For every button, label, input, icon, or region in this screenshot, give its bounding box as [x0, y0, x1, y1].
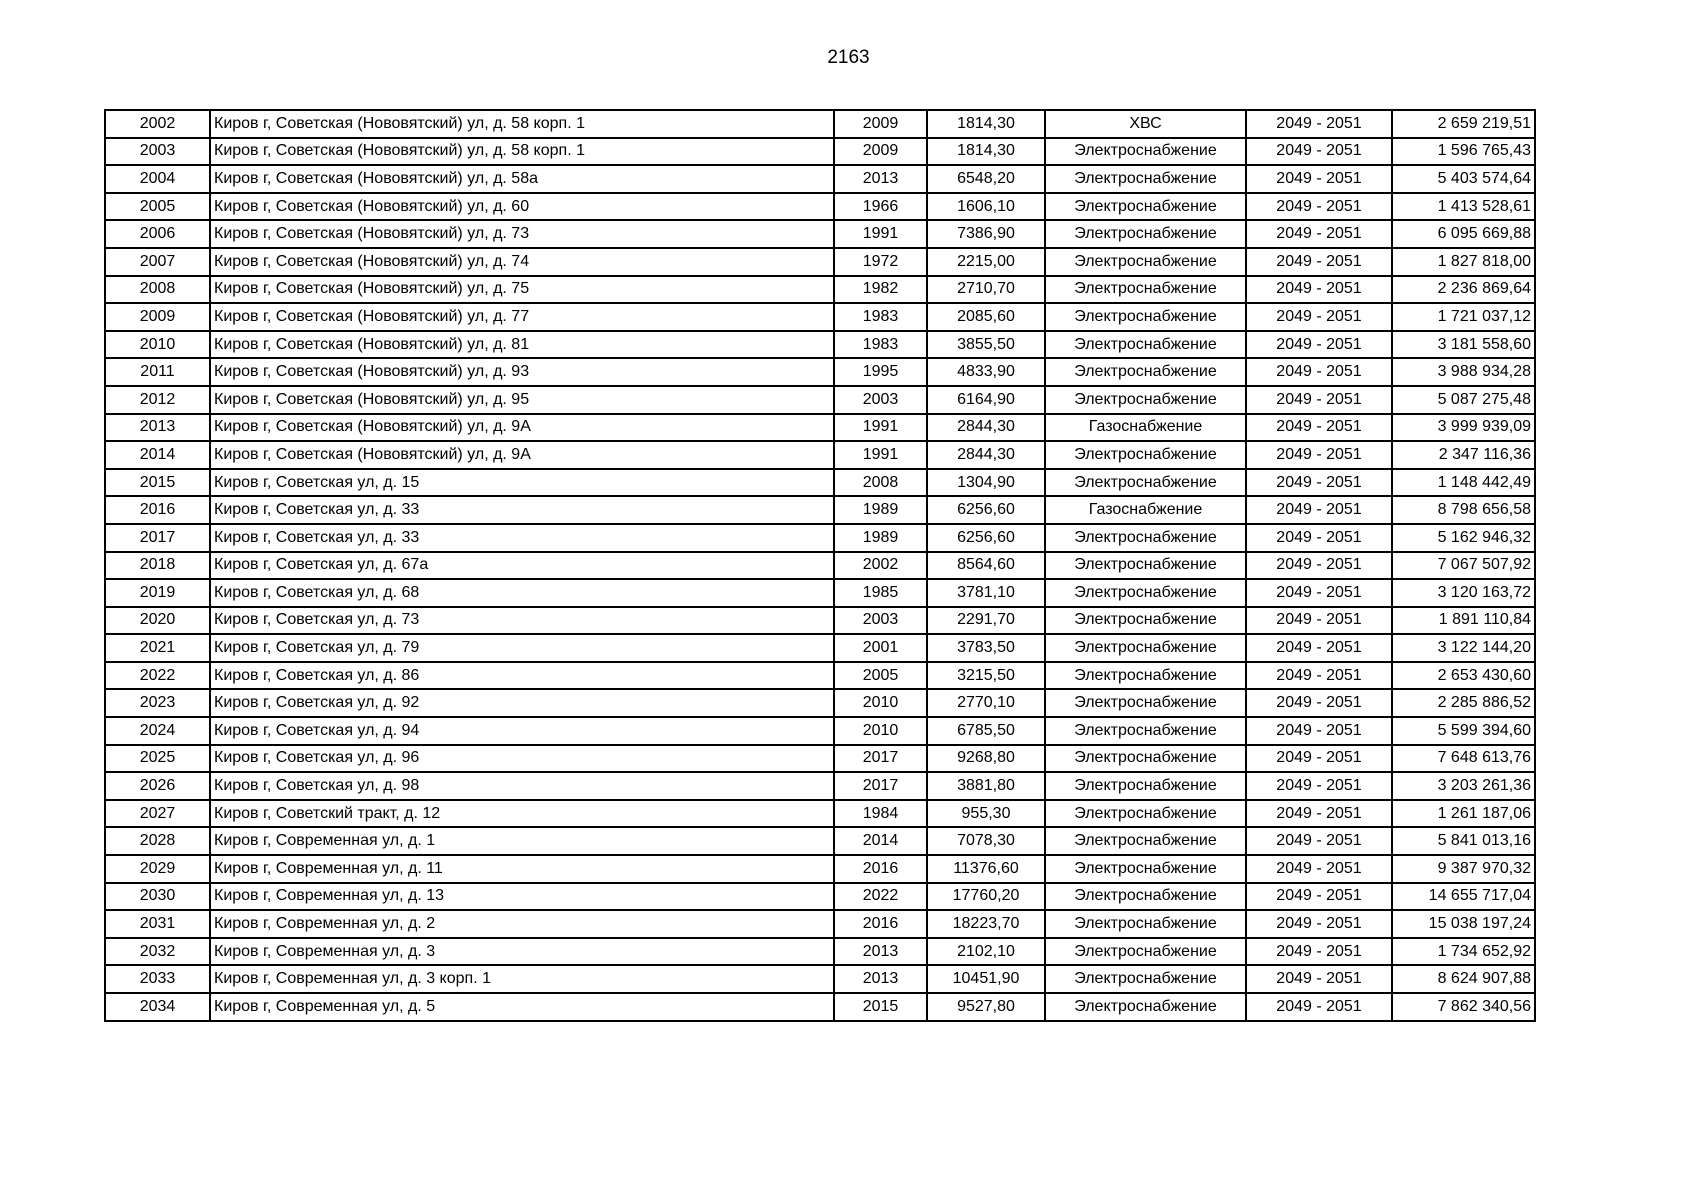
- service-cell: Электроснабжение: [1045, 386, 1246, 414]
- service-cell: Электроснабжение: [1045, 358, 1246, 386]
- address-cell: Киров г, Советская ул, д. 73: [210, 607, 834, 635]
- row-number: 2007: [105, 248, 210, 276]
- address-cell: Киров г, Советская (Нововятский) ул, д. 74: [210, 248, 834, 276]
- service-cell: Электроснабжение: [1045, 220, 1246, 248]
- service-cell: Электроснабжение: [1045, 524, 1246, 552]
- service-cell: Электроснабжение: [1045, 883, 1246, 911]
- service-cell: Электроснабжение: [1045, 662, 1246, 690]
- year-cell: 2015: [834, 993, 927, 1021]
- period-cell: 2049 - 2051: [1246, 248, 1392, 276]
- cost-cell: 3 988 934,28: [1392, 358, 1535, 386]
- address-cell: Киров г, Советская ул, д. 92: [210, 689, 834, 717]
- cost-cell: 1 148 442,49: [1392, 469, 1535, 497]
- service-cell: Электроснабжение: [1045, 827, 1246, 855]
- service-cell: Электроснабжение: [1045, 993, 1246, 1021]
- address-cell: Киров г, Современная ул, д. 11: [210, 855, 834, 883]
- service-cell: Газоснабжение: [1045, 414, 1246, 442]
- table-row: [105, 717, 1535, 745]
- row-number: 2026: [105, 772, 210, 800]
- cost-cell: 5 841 013,16: [1392, 827, 1535, 855]
- area-cell: 2291,70: [927, 607, 1045, 635]
- row-number: 2018: [105, 552, 210, 580]
- area-cell: 1814,30: [927, 110, 1045, 138]
- area-cell: 11376,60: [927, 855, 1045, 883]
- year-cell: 2016: [834, 855, 927, 883]
- page-number: 2163: [827, 47, 870, 68]
- cost-cell: 2 285 886,52: [1392, 689, 1535, 717]
- row-number: 2019: [105, 579, 210, 607]
- cost-cell: 3 122 144,20: [1392, 634, 1535, 662]
- row-number: 2009: [105, 303, 210, 331]
- area-cell: 2710,70: [927, 276, 1045, 304]
- cost-cell: 8 798 656,58: [1392, 496, 1535, 524]
- year-cell: 2010: [834, 717, 927, 745]
- area-cell: 4833,90: [927, 358, 1045, 386]
- cost-cell: 2 236 869,64: [1392, 276, 1535, 304]
- area-cell: 1304,90: [927, 469, 1045, 497]
- year-cell: 2016: [834, 910, 927, 938]
- table-row: [105, 552, 1535, 580]
- row-number: 2029: [105, 855, 210, 883]
- area-cell: 955,30: [927, 800, 1045, 828]
- table-row: [105, 883, 1535, 911]
- table-row: [105, 910, 1535, 938]
- row-number: 2010: [105, 331, 210, 359]
- year-cell: 2022: [834, 883, 927, 911]
- service-cell: Электроснабжение: [1045, 855, 1246, 883]
- cost-cell: 7 067 507,92: [1392, 552, 1535, 580]
- registry-body: [105, 110, 1535, 1021]
- service-cell: Электроснабжение: [1045, 772, 1246, 800]
- address-cell: Киров г, Современная ул, д. 2: [210, 910, 834, 938]
- address-cell: Киров г, Советская (Нововятский) ул, д. 58а: [210, 165, 834, 193]
- area-cell: 3783,50: [927, 634, 1045, 662]
- table-row: [105, 662, 1535, 690]
- period-cell: 2049 - 2051: [1246, 414, 1392, 442]
- year-cell: 1991: [834, 441, 927, 469]
- address-cell: Киров г, Советская (Нововятский) ул, д. 81: [210, 331, 834, 359]
- address-cell: Киров г, Современная ул, д. 13: [210, 883, 834, 911]
- row-number: 2030: [105, 883, 210, 911]
- period-cell: 2049 - 2051: [1246, 800, 1392, 828]
- table-row: [105, 138, 1535, 166]
- row-number: 2008: [105, 276, 210, 304]
- cost-cell: 14 655 717,04: [1392, 883, 1535, 911]
- address-cell: Киров г, Советская (Нововятский) ул, д. 95: [210, 386, 834, 414]
- table-row: [105, 469, 1535, 497]
- period-cell: 2049 - 2051: [1246, 689, 1392, 717]
- row-number: 2032: [105, 938, 210, 966]
- cost-cell: 6 095 669,88: [1392, 220, 1535, 248]
- cost-cell: 5 162 946,32: [1392, 524, 1535, 552]
- period-cell: 2049 - 2051: [1246, 579, 1392, 607]
- address-cell: Киров г, Советская ул, д. 79: [210, 634, 834, 662]
- period-cell: 2049 - 2051: [1246, 138, 1392, 166]
- cost-cell: 2 347 116,36: [1392, 441, 1535, 469]
- area-cell: 6256,60: [927, 496, 1045, 524]
- cost-cell: 8 624 907,88: [1392, 965, 1535, 993]
- period-cell: 2049 - 2051: [1246, 303, 1392, 331]
- year-cell: 2009: [834, 138, 927, 166]
- period-cell: 2049 - 2051: [1246, 634, 1392, 662]
- period-cell: 2049 - 2051: [1246, 386, 1392, 414]
- period-cell: 2049 - 2051: [1246, 965, 1392, 993]
- row-number: 2005: [105, 193, 210, 221]
- table-row: [105, 607, 1535, 635]
- address-cell: Киров г, Советская (Нововятский) ул, д. 58 корп. 1: [210, 110, 834, 138]
- year-cell: 1966: [834, 193, 927, 221]
- table-row: [105, 524, 1535, 552]
- table-row: [105, 855, 1535, 883]
- row-number: 2027: [105, 800, 210, 828]
- year-cell: 1982: [834, 276, 927, 304]
- service-cell: Электроснабжение: [1045, 579, 1246, 607]
- area-cell: 1814,30: [927, 138, 1045, 166]
- year-cell: 2013: [834, 965, 927, 993]
- year-cell: 2014: [834, 827, 927, 855]
- row-number: 2025: [105, 745, 210, 773]
- year-cell: 1995: [834, 358, 927, 386]
- period-cell: 2049 - 2051: [1246, 193, 1392, 221]
- address-cell: Киров г, Советская ул, д. 67а: [210, 552, 834, 580]
- cost-cell: 3 203 261,36: [1392, 772, 1535, 800]
- period-cell: 2049 - 2051: [1246, 165, 1392, 193]
- table-row: [105, 579, 1535, 607]
- period-cell: 2049 - 2051: [1246, 220, 1392, 248]
- table-row: [105, 441, 1535, 469]
- service-cell: Электроснабжение: [1045, 276, 1246, 304]
- address-cell: Киров г, Советская ул, д. 68: [210, 579, 834, 607]
- table-row: [105, 414, 1535, 442]
- period-cell: 2049 - 2051: [1246, 552, 1392, 580]
- address-cell: Киров г, Советская (Нововятский) ул, д. 9А: [210, 441, 834, 469]
- area-cell: 2215,00: [927, 248, 1045, 276]
- service-cell: Газоснабжение: [1045, 496, 1246, 524]
- service-cell: Электроснабжение: [1045, 469, 1246, 497]
- service-cell: Электроснабжение: [1045, 717, 1246, 745]
- year-cell: 2001: [834, 634, 927, 662]
- address-cell: Киров г, Советская (Нововятский) ул, д. 60: [210, 193, 834, 221]
- area-cell: 7078,30: [927, 827, 1045, 855]
- row-number: 2024: [105, 717, 210, 745]
- area-cell: 9268,80: [927, 745, 1045, 773]
- area-cell: 2844,30: [927, 441, 1045, 469]
- address-cell: Киров г, Советская (Нововятский) ул, д. 73: [210, 220, 834, 248]
- table-row: [105, 634, 1535, 662]
- area-cell: 9527,80: [927, 993, 1045, 1021]
- address-cell: Киров г, Современная ул, д. 5: [210, 993, 834, 1021]
- service-cell: Электроснабжение: [1045, 331, 1246, 359]
- row-number: 2011: [105, 358, 210, 386]
- address-cell: Киров г, Советская (Нововятский) ул, д. 9А: [210, 414, 834, 442]
- period-cell: 2049 - 2051: [1246, 469, 1392, 497]
- period-cell: 2049 - 2051: [1246, 110, 1392, 138]
- address-cell: Киров г, Советская (Нововятский) ул, д. 93: [210, 358, 834, 386]
- period-cell: 2049 - 2051: [1246, 883, 1392, 911]
- area-cell: 6164,90: [927, 386, 1045, 414]
- table-row: [105, 938, 1535, 966]
- service-cell: Электроснабжение: [1045, 745, 1246, 773]
- registry-table: [104, 109, 1536, 1022]
- service-cell: Электроснабжение: [1045, 689, 1246, 717]
- cost-cell: 3 999 939,09: [1392, 414, 1535, 442]
- row-number: 2013: [105, 414, 210, 442]
- cost-cell: 1 413 528,61: [1392, 193, 1535, 221]
- row-number: 2004: [105, 165, 210, 193]
- address-cell: Киров г, Советская ул, д. 33: [210, 496, 834, 524]
- period-cell: 2049 - 2051: [1246, 938, 1392, 966]
- address-cell: Киров г, Советская (Нововятский) ул, д. 75: [210, 276, 834, 304]
- address-cell: Киров г, Советская ул, д. 86: [210, 662, 834, 690]
- period-cell: 2049 - 2051: [1246, 855, 1392, 883]
- row-number: 2017: [105, 524, 210, 552]
- year-cell: 2013: [834, 938, 927, 966]
- area-cell: 7386,90: [927, 220, 1045, 248]
- year-cell: 1983: [834, 303, 927, 331]
- period-cell: 2049 - 2051: [1246, 717, 1392, 745]
- period-cell: 2049 - 2051: [1246, 745, 1392, 773]
- table-row: [105, 496, 1535, 524]
- row-number: 2033: [105, 965, 210, 993]
- year-cell: 1972: [834, 248, 927, 276]
- area-cell: 2102,10: [927, 938, 1045, 966]
- period-cell: 2049 - 2051: [1246, 331, 1392, 359]
- row-number: 2003: [105, 138, 210, 166]
- row-number: 2002: [105, 110, 210, 138]
- year-cell: 2010: [834, 689, 927, 717]
- table-row: [105, 358, 1535, 386]
- service-cell: Электроснабжение: [1045, 193, 1246, 221]
- year-cell: 2017: [834, 772, 927, 800]
- table-row: [105, 193, 1535, 221]
- table-row: [105, 689, 1535, 717]
- year-cell: 1989: [834, 524, 927, 552]
- period-cell: 2049 - 2051: [1246, 358, 1392, 386]
- address-cell: Киров г, Советская ул, д. 33: [210, 524, 834, 552]
- year-cell: 2009: [834, 110, 927, 138]
- period-cell: 2049 - 2051: [1246, 496, 1392, 524]
- period-cell: 2049 - 2051: [1246, 772, 1392, 800]
- row-number: 2020: [105, 607, 210, 635]
- row-number: 2014: [105, 441, 210, 469]
- address-cell: Киров г, Современная ул, д. 3: [210, 938, 834, 966]
- cost-cell: 5 087 275,48: [1392, 386, 1535, 414]
- service-cell: ХВС: [1045, 110, 1246, 138]
- cost-cell: 7 648 613,76: [1392, 745, 1535, 773]
- row-number: 2021: [105, 634, 210, 662]
- service-cell: Электроснабжение: [1045, 552, 1246, 580]
- period-cell: 2049 - 2051: [1246, 662, 1392, 690]
- address-cell: Киров г, Советская ул, д. 15: [210, 469, 834, 497]
- table-row: [105, 165, 1535, 193]
- service-cell: Электроснабжение: [1045, 138, 1246, 166]
- service-cell: Электроснабжение: [1045, 965, 1246, 993]
- cost-cell: 5 403 574,64: [1392, 165, 1535, 193]
- cost-cell: 3 120 163,72: [1392, 579, 1535, 607]
- cost-cell: 5 599 394,60: [1392, 717, 1535, 745]
- row-number: 2012: [105, 386, 210, 414]
- cost-cell: 1 891 110,84: [1392, 607, 1535, 635]
- year-cell: 1983: [834, 331, 927, 359]
- year-cell: 2005: [834, 662, 927, 690]
- table-row: [105, 993, 1535, 1021]
- table-row: [105, 248, 1535, 276]
- area-cell: 2844,30: [927, 414, 1045, 442]
- year-cell: 2002: [834, 552, 927, 580]
- year-cell: 1991: [834, 414, 927, 442]
- table-row: [105, 965, 1535, 993]
- service-cell: Электроснабжение: [1045, 303, 1246, 331]
- year-cell: 2003: [834, 386, 927, 414]
- area-cell: 8564,60: [927, 552, 1045, 580]
- area-cell: 3855,50: [927, 331, 1045, 359]
- row-number: 2034: [105, 993, 210, 1021]
- address-cell: Киров г, Современная ул, д. 3 корп. 1: [210, 965, 834, 993]
- table-row: [105, 110, 1535, 138]
- area-cell: 6256,60: [927, 524, 1045, 552]
- table-row: [105, 772, 1535, 800]
- row-number: 2016: [105, 496, 210, 524]
- row-number: 2023: [105, 689, 210, 717]
- period-cell: 2049 - 2051: [1246, 441, 1392, 469]
- row-number: 2022: [105, 662, 210, 690]
- cost-cell: 1 721 037,12: [1392, 303, 1535, 331]
- area-cell: 2085,60: [927, 303, 1045, 331]
- year-cell: 1989: [834, 496, 927, 524]
- address-cell: Киров г, Советский тракт, д. 12: [210, 800, 834, 828]
- service-cell: Электроснабжение: [1045, 634, 1246, 662]
- period-cell: 2049 - 2051: [1246, 607, 1392, 635]
- area-cell: 6785,50: [927, 717, 1045, 745]
- row-number: 2031: [105, 910, 210, 938]
- cost-cell: 15 038 197,24: [1392, 910, 1535, 938]
- period-cell: 2049 - 2051: [1246, 276, 1392, 304]
- table-row: [105, 745, 1535, 773]
- service-cell: Электроснабжение: [1045, 248, 1246, 276]
- area-cell: 17760,20: [927, 883, 1045, 911]
- row-number: 2006: [105, 220, 210, 248]
- year-cell: 1985: [834, 579, 927, 607]
- row-number: 2015: [105, 469, 210, 497]
- area-cell: 3781,10: [927, 579, 1045, 607]
- cost-cell: 1 827 818,00: [1392, 248, 1535, 276]
- cost-cell: 3 181 558,60: [1392, 331, 1535, 359]
- table-row: [105, 331, 1535, 359]
- cost-cell: 2 659 219,51: [1392, 110, 1535, 138]
- area-cell: 6548,20: [927, 165, 1045, 193]
- service-cell: Электроснабжение: [1045, 800, 1246, 828]
- cost-cell: 7 862 340,56: [1392, 993, 1535, 1021]
- address-cell: Киров г, Советская ул, д. 94: [210, 717, 834, 745]
- year-cell: 2017: [834, 745, 927, 773]
- period-cell: 2049 - 2051: [1246, 910, 1392, 938]
- table-row: [105, 800, 1535, 828]
- year-cell: 2003: [834, 607, 927, 635]
- table-row: [105, 386, 1535, 414]
- year-cell: 2008: [834, 469, 927, 497]
- service-cell: Электроснабжение: [1045, 441, 1246, 469]
- cost-cell: 1 596 765,43: [1392, 138, 1535, 166]
- table-row: [105, 303, 1535, 331]
- year-cell: 1984: [834, 800, 927, 828]
- address-cell: Киров г, Советская ул, д. 96: [210, 745, 834, 773]
- service-cell: Электроснабжение: [1045, 910, 1246, 938]
- cost-cell: 1 261 187,06: [1392, 800, 1535, 828]
- service-cell: Электроснабжение: [1045, 165, 1246, 193]
- cost-cell: 1 734 652,92: [1392, 938, 1535, 966]
- area-cell: 18223,70: [927, 910, 1045, 938]
- year-cell: 1991: [834, 220, 927, 248]
- cost-cell: 9 387 970,32: [1392, 855, 1535, 883]
- cost-cell: 2 653 430,60: [1392, 662, 1535, 690]
- service-cell: Электроснабжение: [1045, 938, 1246, 966]
- period-cell: 2049 - 2051: [1246, 827, 1392, 855]
- address-cell: Киров г, Советская (Нововятский) ул, д. 77: [210, 303, 834, 331]
- period-cell: 2049 - 2051: [1246, 524, 1392, 552]
- table-row: [105, 827, 1535, 855]
- address-cell: Киров г, Советская (Нововятский) ул, д. 58 корп. 1: [210, 138, 834, 166]
- area-cell: 3215,50: [927, 662, 1045, 690]
- row-number: 2028: [105, 827, 210, 855]
- table-row: [105, 220, 1535, 248]
- address-cell: Киров г, Советская ул, д. 98: [210, 772, 834, 800]
- table-row: [105, 276, 1535, 304]
- service-cell: Электроснабжение: [1045, 607, 1246, 635]
- area-cell: 10451,90: [927, 965, 1045, 993]
- address-cell: Киров г, Современная ул, д. 1: [210, 827, 834, 855]
- area-cell: 1606,10: [927, 193, 1045, 221]
- period-cell: 2049 - 2051: [1246, 993, 1392, 1021]
- area-cell: 2770,10: [927, 689, 1045, 717]
- year-cell: 2013: [834, 165, 927, 193]
- area-cell: 3881,80: [927, 772, 1045, 800]
